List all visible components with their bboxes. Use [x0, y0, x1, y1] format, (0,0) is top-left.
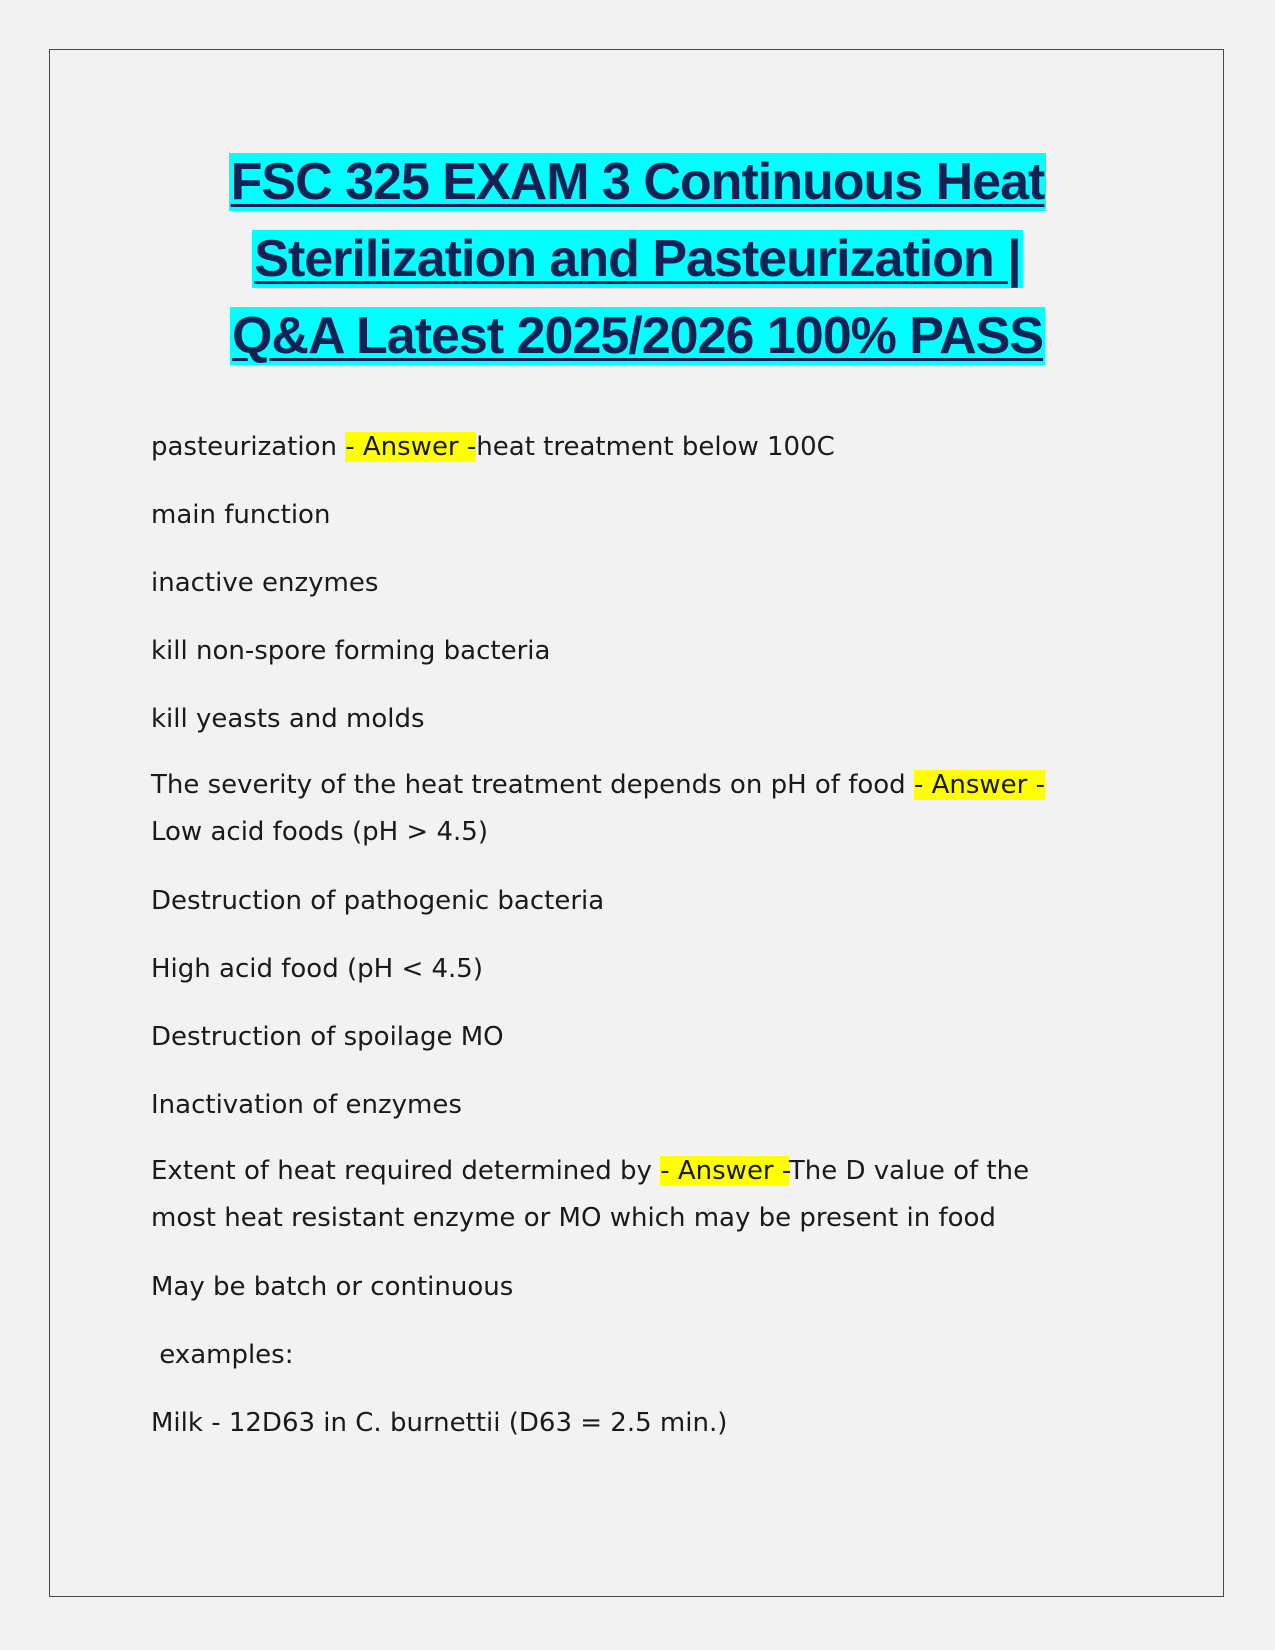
- text-line: Destruction of pathogenic bacteria: [151, 886, 605, 916]
- title-line-3: Q&A Latest 2025/2026 100% PASS: [231, 307, 1044, 365]
- question-text: The severity of the heat treatment depends on pH of food: [151, 770, 914, 800]
- text-line: examples:: [151, 1340, 294, 1370]
- question-text: pasteurization: [151, 432, 346, 462]
- answer-text: The D value of the most heat resistant enzyme or MO which may be present in food: [151, 1156, 1030, 1233]
- text-line: Milk - 12D63 in C. burnettii (D63 = 2.5 min.): [151, 1408, 728, 1438]
- title-line-1: FSC 325 EXAM 3 Continuous Heat: [230, 153, 1045, 211]
- qa-item-severity: [151, 762, 1101, 856]
- text-line: Inactivation of enzymes: [151, 1090, 462, 1120]
- text-line: Destruction of spoilage MO: [151, 1022, 504, 1052]
- qa-item-extent-of-heat: [151, 1148, 1101, 1242]
- answer-text: Low acid foods (pH > 4.5): [151, 817, 488, 847]
- text-line: kill yeasts and molds: [151, 704, 425, 734]
- text-line: High acid food (pH < 4.5): [151, 954, 483, 984]
- qa-item-pasteurization: [151, 424, 1101, 471]
- answer-marker: - Answer -: [913, 770, 1046, 800]
- text-line: inactive enzymes: [151, 568, 379, 598]
- title-line-2: Sterilization and Pasteurization |: [254, 230, 1021, 288]
- answer-text: heat treatment below 100C: [476, 432, 835, 462]
- text-line: kill non-spore forming bacteria: [151, 636, 551, 666]
- document-title: [130, 144, 1145, 375]
- text-line: main function: [151, 500, 331, 530]
- text-line: May be batch or continuous: [151, 1272, 514, 1302]
- answer-marker: - Answer -: [345, 432, 477, 462]
- answer-marker: - Answer -: [660, 1156, 789, 1186]
- question-text: Extent of heat required determined by: [151, 1156, 661, 1186]
